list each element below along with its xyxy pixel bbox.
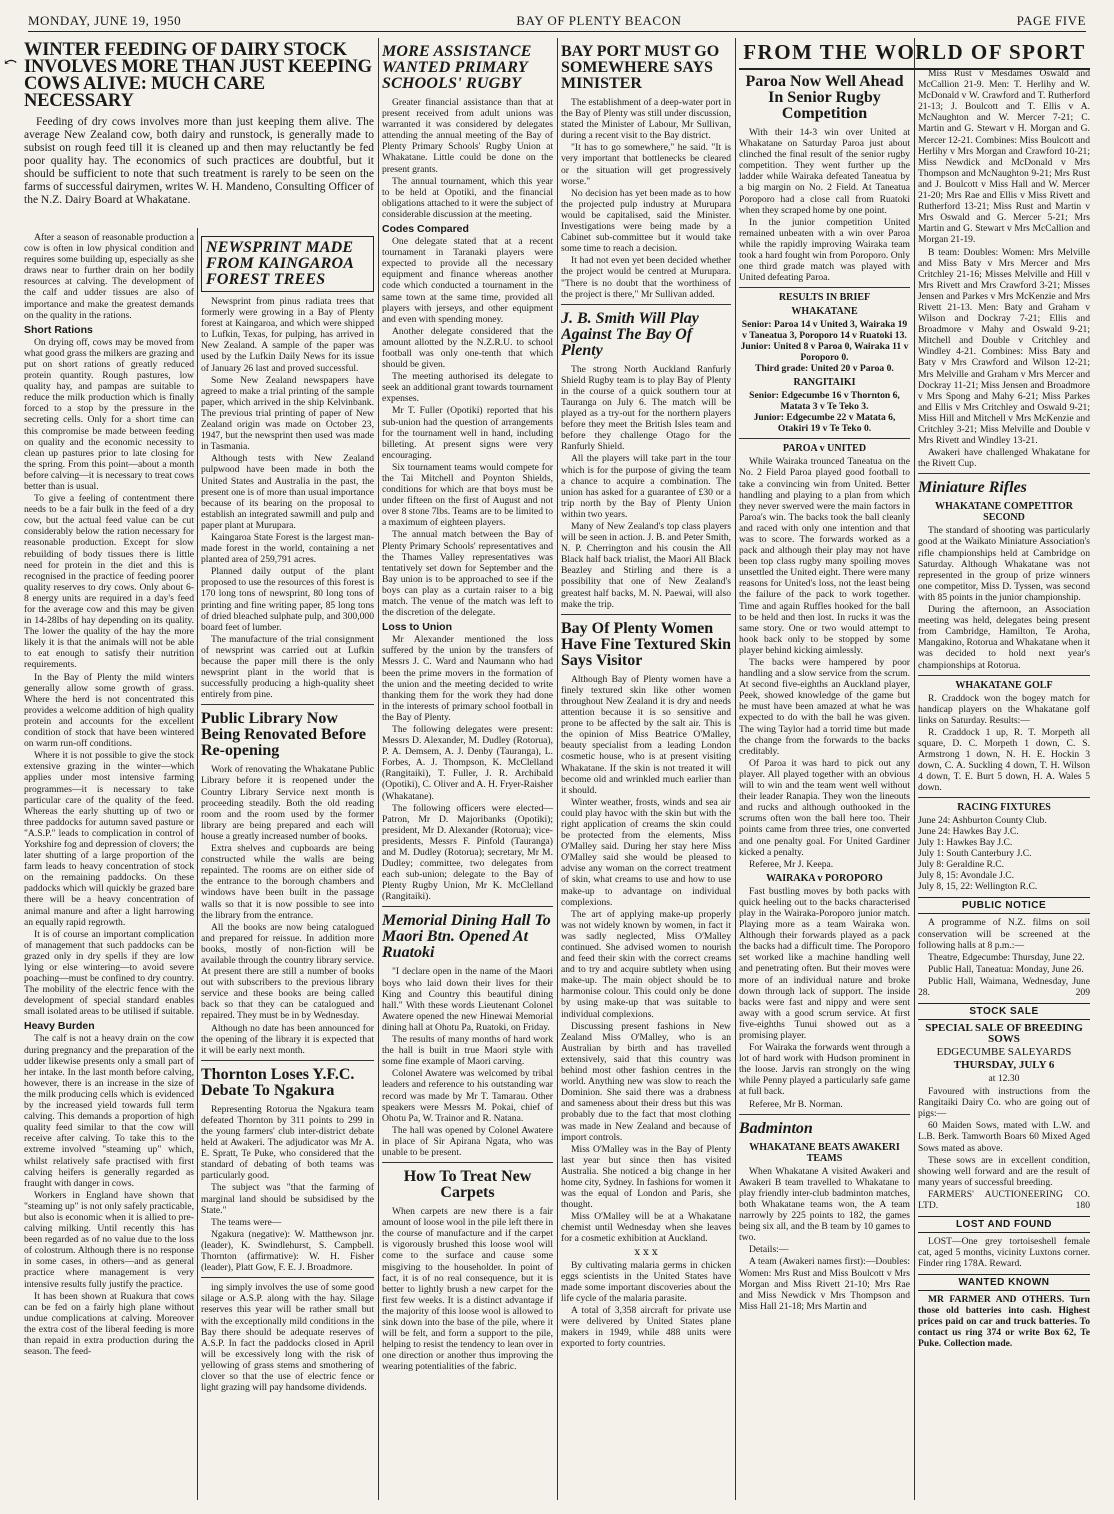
ad-number: 209 <box>1075 987 1090 998</box>
page-number: PAGE FIVE <box>1016 13 1086 28</box>
article-paragraph: Greater financial assistance than that at present received from adult unions was warranted it was considered by delegates attending the annual meeting of the Bay of Plenty Primary Schools' Rugby Union at Whakatane. Little could be done on the present grants. <box>382 97 553 175</box>
article-paragraph: All the players will take part in the tour which is for the purpose of giving the team a chance to acquire a combination. The union has asked for a guarantee of £30 or a trip north by the Bay of Plenty Union within two years. <box>561 453 731 520</box>
article-paragraph: "I declare open in the name of the Maori boys who laid down their lives for their King and Country this beautiful dining hall." With these words Lieutenant Colonel Awatere opened the new Hinewai Memorial dining hall at Ohotu Pa, Ruatoki, on Friday. <box>382 966 553 1033</box>
paroa-headline: Paroa Now Well Ahead In Senior Rugby Competition <box>745 73 904 122</box>
article-paragraph: Referee, Mr B. Norman. <box>749 1098 843 1110</box>
result-line: Junior: United 8 v Paroa 0, Wairaka 11 v Poroporo 0. <box>740 341 909 364</box>
results-title: RESULTS IN BRIEF <box>778 292 871 304</box>
article-paragraph: Kaingaroa State Forest is the largest man-made forest in the world, containing a net planted area of 259,791 acres. <box>201 531 374 566</box>
ad-text: These sows are in excellent condition, showing well forward and are the result of many years of successful breeding. <box>918 1154 1090 1188</box>
article-paragraph: Of Paroa it was hard to pick out any player. All played together with an obvious will to win and the team went well without their leader Ranapia. They won the lineouts and rucks and although outhooked in the scrums often won the ball here too. Their points came from three tries, one converted and one penalty goal. For United Gardiner kicked a penalty. <box>739 757 910 858</box>
lost-found-ad: LOST—One grey tortoiseshell female cat, aged 5 months, vicinity Luxtons corner. Finder ring 178A. Reward. <box>918 1236 1090 1270</box>
article-paragraph: Some New Zealand newspapers have agreed to make a trial printing of the sample paper, which arrived in the ship Kelvinbank. The previous trial printing of paper of New Zealand origin was made on October 23, 1947, but the newsprint then used was made in Tasmania. <box>201 374 374 453</box>
lead-story-top <box>24 38 374 228</box>
article-paragraph: For Wairaka the forwards went through a lot of hard work with Hudson prominent in the loose. Jarvis ran strongly on the wing while Penny played a particularly safe game at full back. <box>739 1042 910 1098</box>
ad-text: 60 Maiden Sows, mated with L.W. and L.B. Berk. Tamworth Boars 60 Mixed Aged Sows mated as above. <box>918 1120 1090 1154</box>
article-paragraph: Planned daily output of the plant proposed to use the resources of this forest is 170 long tons of newsprint, 80 long tons of printing and fine writing paper, 85 long tons of dried bleached sulphate pulp, and 300,000 board feet of lumber. <box>201 566 374 633</box>
rifles-headline: Miniature Rifles <box>918 479 1027 497</box>
ad-line: at 12.30 <box>988 1073 1020 1085</box>
notice-text: A programme of N.Z. films on soil conservation will be screened at the following halls at 8 p.m.:— <box>918 917 1090 951</box>
article-paragraph: Mr Alexander mentioned the loss suffered by the union by the transfers of Messrs J. C. Ward and Naumann who had been the prime movers in the formation of the union and the meeting decided to write thanking them for the work they had done in the interests of primary school football in the Bay of Plenty. <box>382 634 553 723</box>
article-paragraph: The annual match between the Bay of Plenty Primary Schools' representatives and the Thames Valley representatives was tentatively set down for September and the Bay union is to be approached to see if the boys can play as a curtain raiser to a big match. The venue of the match was left to the discretion of the delegate. <box>382 529 553 619</box>
article-paragraph: B team: Doubles: Women: Mrs Melville and Miss Baty v Mrs Mercer and Mrs Critchley 21-16; Misses Melville and Hill v Mrs Rivett and Mrs Crawford 3-21; Misses Jensen and Parkes v Mrs McKenzie and Mrs Rivett 21-13. Men: Baty and Graham v Wilson and Dockray 7-21; Ellis and Broadmore v Mahy and Oswald 9-21; Mitchell and Double v Critchley and Windley 4-21. Combines: Miss Baty and Baty v Mrs Crawford and Wilson 12-21; Mrs Melville and Graham v Mrs Mercer and Dockray 11-21; Miss Jensen and Broadmore v Mrs Spong and Mahy 6-21; Miss Parkes and Ellis v Mrs Critchley and Oswald 9-21; Miss Hill and Mitchell v Mrs McKenzie and Critchley 3-21; Miss Melville and Double v Mrs Rivett and Windley 13-21. <box>918 246 1090 447</box>
debate-headline: Thornton Loses Y.F.C. Debate To Ngakura <box>201 1065 355 1099</box>
library-headline: Public Library Now Being Renovated Before Re-opening <box>201 710 367 760</box>
racing-heading: RACING FIXTURES <box>957 802 1051 814</box>
article-paragraph: The establishment of a deep-water port in the Bay of Plenty was still under discussion, stated the Minister of Labour, Mr Sullivan, during a recent visit to the Bay district. <box>561 97 731 142</box>
divider <box>739 438 910 439</box>
article-paragraph: The following officers were elected—Patron, Mr D. Majoribanks (Opotiki); president, Mr D. Alexander (Rotorua); vice-presidents, Messrs F. Pinfold (Tauranga) and M. Dudley (Rotorua); secretary, Mr M. Dudley; committee, two delegates from each sub-union; delegate to the Bay of Plenty Rugby Union, Mr K. McClelland (Rangitaiki). <box>382 802 553 903</box>
article-paragraph: When carpets are new there is a fair amount of loose wool in the pile left there in the course of manufacture and if the carpet is vigorously brushed this loose wool will come to the surface and cause some misgiving to the householder. In point of fact, it is of no real consequence, but it is better to lightly brush a new carpet for the first few weeks. It is a distinct advantage if the majority of this loose wool is allowed to sink down into the base of the pile, where it will be felt, and form a support to the pile, helping to resist the tendency to lean over in one direction or another thus improving the wearing potentialities of the fabric. <box>382 1206 553 1373</box>
article-paragraph: Discussing present fashions in New Zealand Miss O'Malley, who is an Australian by birth and has travelled extensively, said that this country was behind most other fashion centres in the world. Anything new was slow to reach the Dominion. She said there was a drabness and sameness about their dress but this was probably due to the fact that most clothing was made in New Zealand and because of import controls. <box>561 1020 731 1143</box>
carpets-headline: How To Treat New Carpets <box>403 1168 532 1202</box>
divider <box>739 1114 910 1115</box>
subheading: Loss to Union <box>382 621 452 634</box>
article-paragraph: Although Bay of Plenty women have a finely textured skin like other women throughout New Zealand it is dry and needs attention because it is so sensitive and prone to be affected by the salt air. This is the opinion of Miss Beatrice O'Malley, beauty specialist from a leading London cosmetic house, who is at present visiting Whakatane. If the skin is not treated it will become old and wrinkled much earlier than it should. <box>561 673 731 796</box>
article-paragraph: It has been shown at Ruakura that cows can be fed on a fairly high plane without undue complications at calving. Moreover the extra cost of the liberal feeding is more than repaid in extra production during the season. The feed- <box>24 1290 194 1358</box>
divider <box>739 287 910 288</box>
column-2 <box>201 232 374 1500</box>
fixture-item: June 24: Hawkes Bay J.C. <box>918 826 1019 838</box>
article-paragraph: During the afternoon, an Association meeting was held, delegates being present from Cambridge, Hamilton, Te Aroha, Mangakino, Rotorua and Whakatane when it was decided to hold next year's championships at Rotorua. <box>918 604 1090 671</box>
article-paragraph: While Wairaka trounced Taneatua on the No. 2 Field Paroa played good football to take a convincing win from United. Better handling and playing to a plan from which they never swerved were the main factors in Paroa's win. The backs took the ball cleanly and raced with only one intention and that was to score. The forwards worked as a pack and although their play may not have been top class rugby many spoiling moves unsettled the United eight. There were many reasons for United's loss, not the least being the failure of the pack to work together. Time and again Ruffles hooked for the ball to be held and then lost. In rucks it was the same story. One or two would attempt to hook back only to be stopped by some player behind kicking aimlessly. <box>739 456 910 656</box>
fixture-item: July 8: Geraldine R.C. <box>918 859 1005 871</box>
fixture-item: June 24: Ashburton County Club. <box>918 815 1047 827</box>
divider <box>918 473 1090 474</box>
wanted-known-ad: MR FARMER AND OTHERS. Turn those old batteries into cash. Highest prices paid on car and truck batteries. To contact us ring 374 or write Box 62, Te Puke. Collection made. <box>918 1294 1090 1350</box>
article-paragraph: "It has to go somewhere," he said. "It is very important that bottlenecks be cleared or the situation will get progressively worse." <box>561 142 731 187</box>
article-paragraph: The subject was "that the farming of marginal land should be subsidised by the State." <box>201 1182 374 1216</box>
notice-line: Public Hall, Waimana, Wednesday, June 28. <box>918 975 1090 998</box>
column-3 <box>382 38 553 1500</box>
article-paragraph: Workers in England have shown that "steaming up" is not only safely practicable, but also is economic when it is allied to pre-calving milking. Until recently this has been regarded as of no value due to the loss of colostrum. Although there is no response in some cases, in others—and as general practice where management is very intensive results fully justify the practice. <box>24 1189 194 1290</box>
newsprint-headline-box <box>201 236 374 292</box>
rugby-headline: MORE ASSISTANCE WANTED PRIMARY SCHOOLS' RUGBY <box>382 43 532 92</box>
public-notice <box>918 917 1090 998</box>
article-paragraph: Representing Rotorua the Ngakura team defeated Thornton by 311 points to 299 in the young farmers' club inter-district debate held at Awakeri. The adjudicator was Mr A. E. Spratt, Te Puke, who considered that the standard of debating of both teams was particularly good. <box>201 1103 374 1182</box>
lead-standfirst: Feeding of dry cows involves more than just keeping them alive. The average New Zealand cow, both dairy and runstock, is generally made to subsist on rough feed till it is cleaned up and then may reluctantly be fed poor quality hay. The economics of such practices are doubtful, but it should be sufficient to note that such treatment is rarely to be seen on the farms of successful dairymen, writes W. H. Mandeno, Consulting Officer of the N.Z. Dairy Board at Whakatane. <box>24 116 374 206</box>
article-paragraph: Many of New Zealand's top class players will be seen in action. J. B. and Peter Smith, N. P. Cherrington and his cousin the All Black half back trialist, the Maori All Black Beazley and Stirling and there is a possibility that one of New Zealand's greatest half backs, M. N. Paewai, will also make the trip. <box>561 521 731 610</box>
divider <box>201 704 374 705</box>
article-paragraph: The hall was opened by Colonel Awatere in place of Sir Apirana Ngata, who was unable to be present. <box>382 1124 553 1158</box>
article-paragraph: The calf is not a heavy drain on the cow during pregnancy and the preparation of the udder likewise presents only a small part of her intake. In the last month before calving, however, there is an increase in the size of the milk producing cells which is evidenced by the increased yield towards full term calving. This demands a proportion of high quality feed similar to that the cow will receive after calving. To take this to the extreme involved "steaming up" which, whilst relatively safe practised with first calving heifers is generally regarded as fraught with danger in cows. <box>24 1033 194 1189</box>
margin-mark: ⤺ <box>4 52 18 71</box>
newsprint-headline: NEWSPRINT MADE FROM KAINGAROA FOREST TREES <box>206 239 354 288</box>
public-notice-heading: PUBLIC NOTICE <box>918 897 1090 914</box>
smith-headline: J. B. Smith Will Play Against The Bay Of Plenty <box>561 309 699 359</box>
result-line: Junior: Edgecumbe 22 v Matata 6, Otakiri 19 v Te Teko 0. <box>753 412 896 435</box>
results-district: WHAKATANE <box>791 306 858 318</box>
article-paragraph: In the Bay of Plenty the mild winters generally allow some growth of grass. Where the herd is not concentrated this provides a welcome addition of high quality protein and accounts for the excellent condition of stock that have been wintered on warm run-off conditions. <box>24 671 194 750</box>
article-paragraph: Ngakura (negative): W. Matthewson jnr. (leader), K. Swindlehurst, S. Campbell. Thornton (affirmative): W. H. Fisher (leader), Platt Gow, F. E. J. Broadmore. <box>201 1228 374 1274</box>
notice-text: Public Hall, Taneatua: Monday, June 26. <box>928 963 1084 975</box>
article-paragraph: All the books are now being catalogued and prepared for reissue. In addition more books, mostly of non-fiction will be available through the country library service. At present there are still a number of books out with subscribers to the previous library service and these books are being called back so that they can be catalogued and repaired. They must be in by Wednesday. <box>201 921 374 1022</box>
wanted-known-heading: WANTED KNOWN <box>918 1274 1090 1291</box>
article-paragraph: Another delegate considered that the amount allotted by the N.Z.R.U. to school football was only one-tenth that which should be given. <box>382 325 553 371</box>
article-paragraph: No decision has yet been made as to how the projected pulp industry at Murupara would be capitalised, said the Minister. Investigations were being made by a Cabinet sub-committee but it would take some time to reach a decision. <box>561 187 731 255</box>
maori-hall-headline: Memorial Dining Hall To Maori Btn. Opened At Ruatoki <box>382 912 551 962</box>
paper-name: BAY OF PLENTY BEACON <box>516 13 682 28</box>
article-paragraph: R. Craddock 1 up, R. T. Morpeth all square, D. C. Morpeth 1 down, C. S. Armstrong 1 down, N. H. E. Hockin 3 down, C. A. Suckling 4 down, T. H. Wilson 4 down, T. E. Burt 5 down, H. A. Wales 5 down. <box>918 726 1090 794</box>
article-paragraph: The teams were— <box>211 1216 282 1228</box>
article-paragraph: Miss Rust v Mesdames Oswald and McCallion 21-9. Men: T. Herlihy and W. McDonald v W. Crawford and T. Rutherford 21-13; J. Boulcott and T. Ellis v A. McNaughton and W. Mercer 7-21; C. Martin and G. Stewart v H. Morgan and G. Mercer 12-21. Combines: Miss Boulcott and Herlihy v Mrs Morgan and Crawford 10-21; Miss Newdick and McDonald v Mrs Thompson and McNaughton 9-21; Mrs Rust and J. Boulcott v Miss Hall and W. Mercer 21-20; Mrs Rae and Ellis v Miss Rivett and Rutherford 13-21; Miss Rust and Martin v Mrs Oswald and G. Mercer 5-21; Mrs Martin and G. Stewart v Mrs McCallion and Morgan 21-19. <box>918 68 1090 246</box>
results-district: RANGITAIKI <box>793 377 856 389</box>
badminton-headline: Badminton <box>739 1119 813 1137</box>
article-paragraph: Mr T. Fuller (Opotiki) reported that his sub-union had the question of arrangements for the tournament well in hand, including billeting. At present signs were very encouraging. <box>382 405 553 461</box>
divider <box>201 1060 374 1061</box>
subheading: Codes Compared <box>382 223 469 236</box>
article-paragraph: The strong North Auckland Ranfurly Shield Rugby team is to play Bay of Plenty in the course of a quick southern tour at Tauranga on July 6. The match will be played as a try-out for the northern players before they meet the British Isles team and before they challenge Otago for the Ranfurly Shield. <box>561 363 731 453</box>
stock-sale-heading: STOCK SALE <box>918 1003 1090 1020</box>
result-line: Senior: Paroa 14 v United 3, Wairaka 19 v Taneatua 3, Poroporo 14 v Ruatoki 13. <box>741 319 908 342</box>
article-paragraph: Six tournament teams would compete for the Tai Mitchell and Poynton Shields, conditions for which are that boys must be under fifteen on the first of August and not over 8 stone 7lbs. Teams are to be limited to a maximum of eighteen players. <box>382 461 553 529</box>
sport-section-banner: FROM THE WORLD OF SPORT <box>739 40 1090 70</box>
article-paragraph: Fast bustling moves by both packs with quick heeling out to the backs characterised play in the Wairaka-Poroporo junior match. Playing more as a team Wairaka won. Although their forwards played as a pack the backs had a difficult time. The Poroporo set worked like a machine handling well and penetrating often. But their moves were more of an individual nature and broke down through lack of support. The inside backs were fast and nippy and were sent away with a good scrum service. At first five-eighths Tunui showed out as a promising player. <box>739 885 910 1041</box>
article-paragraph: In the junior competition United remained unbeaten with a win over Paroa while the rapidly improving Wairaka team took a hard fought win from Poroporo. Only one third grade match was played with United defeating Paroa. <box>739 216 910 284</box>
article-paragraph: Miss O'Malley was in the Bay of Plenty last year but since then has visited Australia. She noticed a big change in her home city, Sydney. In fashions for women it was the equal of London and Paris, she thought. <box>561 1143 731 1211</box>
lost-found-heading: LOST AND FOUND <box>918 1216 1090 1233</box>
result-line: Third grade: United 20 v Paroa 0. <box>755 363 894 375</box>
subheading: Short Rations <box>24 323 93 336</box>
column-rule <box>378 38 379 1500</box>
issue-date: MONDAY, JUNE 19, 1950 <box>28 13 182 28</box>
fixture-item: July 1: South Canterbury J.C. <box>918 848 1032 860</box>
column-rule <box>735 38 736 1500</box>
article-paragraph: Awakeri have challenged Whakatane for the Rivett Cup. <box>918 447 1090 470</box>
article-paragraph: Where it is not possible to give the stock extensive grazing in the winter—which applies under most intensive farming programmes—it is necessary to take particular care of the quality of the feed. Whereas the early shutting up of two or three paddocks for autumn saved pasture or "A.S.P." leads to complication in control of Yorkshire fog and depression of clovers; the later shutting of a large proportion of the farm leads to heavy concentration of stock on the remaining paddocks. On these paddocks which will quickly be grazed bare there will be a heavy concentration of animal manure and after a light harrowing an equally rapid regrowth. <box>24 750 194 928</box>
divider <box>382 1162 553 1163</box>
notice-text: Theatre, Edgecumbe: Thursday, June 22. <box>928 951 1085 963</box>
article-paragraph: R. Craddock won the bogey match for handicap players on the Whakatane golf links on Saturday. Results:— <box>918 692 1090 726</box>
women-skin-headline: Bay Of Plenty Women Have Fine Textured Skin Says Visitor <box>561 619 731 669</box>
article-paragraph: With their 14-3 win over United at Whakatane on Saturday Paroa just about clinched the final result of the senior rugby competition. They went further up the ladder while Wairaka defeated Taneatua by a big margin on No. 2 Field. At Taneatua Poroporo had a close call from Ruatoki when they scraped home by one point. <box>739 127 910 216</box>
article-paragraph: When Whakatane A visited Awakeri and Awakeri B team travelled to Whakatane to play friendly inter-club badminton matches, both Whakatane teams won, the A team narrowly by 225 points to 182, the games being six all, and the B team by 10 games to two. <box>739 1165 910 1244</box>
article-paragraph: Newsprint from pinus radiata trees that formerly were growing in a Bay of Plenty forest at Kaingaroa, and which were shipped to Lufkin, Texas, for pulping, has arrived in New Zealand. A sample of the paper was used by the Lufkin Daily News for its issue of January 26 last and proved successful. <box>201 296 374 374</box>
article-paragraph: The meeting authorised its delegate to seek an additional grant towards tournament expenses. <box>382 371 553 405</box>
article-paragraph: The following delegates were present: Messrs D. Alexander, M. Dudley (Rotorua), P. A. Demsem, A. J. Denby (Tauranga), L. Forbes, A. J. Thompson, K. McClelland (Rangitaiki), T. Fuller, J. R. Archibald (Opotiki), C. Oliver and A. H. Fryer-Raisher (Whakatane). <box>382 723 553 802</box>
divider <box>561 614 731 615</box>
article-paragraph: Miss O'Malley will be at a Whakatane chemist until Wednesday when she leaves for a cosmetic exhibition at Auckland. <box>561 1211 731 1245</box>
article-paragraph: By cultivating malaria germs in chicken eggs scientists in the United States have made some important discoveries about the life cycle of the malaria parasite. <box>561 1259 731 1304</box>
article-paragraph: Work of renovating the Whakatane Public Library before it is reopened under the Country Library Service next month is proceeding steadily. Both the old reading room and the room used by the former library are being prepared and each will house a greatly increased number of books. <box>201 764 374 842</box>
stock-sale-ad <box>918 1023 1090 1211</box>
article-paragraph: After a season of reasonable production a cow is often in low physical condition and requires some building up, especially as she draws near to further drain on her bodily resources at calving. The development of the calf and udder tissues are also of importance and make the greatest demands on the quality in the rations. <box>24 232 194 321</box>
column-rule <box>914 38 915 1500</box>
fixture-item: July 8, 15, 22: Wellington R.C. <box>918 881 1038 893</box>
ad-line: EDGECUMBE SALEYARDS <box>936 1046 1072 1059</box>
divider <box>382 906 553 907</box>
article-paragraph: The annual tournament, which this year to be held at Opotiki, and the financial obligations attached to it were the subject of considerable discussion at the meeting. <box>382 175 553 220</box>
ad-number: 180 <box>1075 1200 1090 1212</box>
article-paragraph: Colonel Awatere was welcomed by tribal leaders and reference to his outstanding war record was made by Mr T. Tamarau. Other speakers were Messrs M. Pokai, chief of Ohotu Pa, W. Trainor and R. Natana. <box>382 1068 553 1124</box>
golf-heading: WHAKATANE GOLF <box>955 679 1053 691</box>
article-paragraph: Although no date has been announced for the opening of the library it is expected that it will be early next month. <box>201 1022 374 1056</box>
ad-line: SPECIAL SALE OF BREEDING SOWS <box>925 1022 1083 1046</box>
divider <box>918 675 1090 676</box>
masthead <box>28 10 1086 32</box>
column-5 <box>739 68 910 1500</box>
port-headline: BAY PORT MUST GO SOMEWHERE SAYS MINISTER <box>561 43 720 92</box>
column-rule <box>557 38 558 1500</box>
article-paragraph: Referee, Mr J. Keepa. <box>749 858 834 870</box>
article-paragraph: The results of many months of hard work the hall is built in true Maori style with some fine example of Maori carving. <box>382 1034 553 1068</box>
article-paragraph: It had not even yet been decided whether the project would be centred at Murupara. "There is no doubt that the worthiness of the project is there," Mr Sullivan added. <box>561 255 731 300</box>
article-paragraph: Winter weather, frosts, winds and sea air could play havoc with the skin but with the right application of creams the skin could be protected from the elements, Miss O'Malley said. During her stay here Miss O'Malley said she would be pleased to advise any woman on the correct treatment of skin, what creams to use and how to use make-up to advantage on individual complexions. <box>561 796 731 908</box>
article-paragraph: A total of 3,358 aircraft for private use were delivered by United States plane makers in 1949, while 488 units were exported to forty countries. <box>561 1304 731 1350</box>
rifles-subheading: WHAKATANE COMPETITOR SECOND <box>934 501 1074 524</box>
lead-headline: WINTER FEEDING OF DAIRY STOCK INVOLVES MORE THAN JUST KEEPING COWS ALIVE: MUCH CARE NECESSARY <box>24 40 372 111</box>
article-paragraph: A team (Awakeri names first):—Doubles: Women: Mrs Rust and Miss Boulcott v Mrs Morgan and Miss Rivett 21-10; Mrs Rae and Miss Newdick v Mrs Thompson and Miss Hall 21-18; Mrs Martin and <box>739 1256 910 1312</box>
ad-text <box>918 1189 1090 1211</box>
divider <box>918 797 1090 798</box>
article-paragraph: The manufacture of the trial consignment of newsprint was carried out at Lufkin because the paper mill there is the only newsprint plant in the world that is successfully producing a high-quality sheet entirely from pine. <box>201 633 374 701</box>
article-paragraph: Although tests with New Zealand pulpwood have been made in both the United States and Australia in the past, the present one is of more than usual importance because of its bearing on the proposal to establish an integrated sawmill and pulp and paper plant at Murupara. <box>201 453 374 531</box>
match-heading: PAROA v UNITED <box>782 443 867 455</box>
column-6 <box>918 68 1090 1500</box>
badminton-subheading: WHAKATANE BEATS AWAKERI TEAMS <box>749 1141 900 1164</box>
fixture-item: July 8, 15: Avondale J.C. <box>918 870 1015 882</box>
article-paragraph: The backs were hampered by poor handling and a slow service from the scrum. At second five-eighths an Auckland player, Peek, showed knowledge of the game but he must have been amazed at what he was expected to do with the ball he was given. The wing Taylor had a torrid time but made the change from the forwards to the backs creditably. <box>739 657 910 757</box>
ad-line: THURSDAY, JULY 6 <box>953 1059 1055 1072</box>
article-paragraph: It is of course an important complication of management that such paddocks can be grazed only in dry spells if they are low lying or else wintering—to avoid severe poaching—must be confined to dry country. The mobility of the electric fence with the development of special standard enables small isolated areas to be utilised if suitable. <box>24 928 194 1018</box>
column-rule <box>197 228 198 1500</box>
section-separator: x x x <box>634 1246 658 1258</box>
result-line: Senior: Edgecumbe 16 v Thornton 6, Matata 3 v Te Teko 3. <box>749 390 900 413</box>
column-4 <box>561 38 731 1500</box>
match-heading: WAIRAKA v POROPORO <box>766 872 883 884</box>
article-paragraph: The standard of shooting was particularly good at the Waikato Miniature Association's rifle championships held at Cambridge on Saturday. Although Whakatane was not represented in the group of prize winners one competitor, Miss D. Tyssen, was second with 85 points in the junior championship. <box>918 525 1090 603</box>
divider <box>201 1277 374 1278</box>
article-paragraph: Details:— <box>749 1244 789 1256</box>
subheading: Heavy Burden <box>24 1020 95 1033</box>
article-paragraph: Extra shelves and cupboards are being constructed while the walls are being repainted. The rooms are on either side of the entrance to the borough chambers and windows have been built in the passage walls so that it is now possible to see into the library from the entrance. <box>201 843 374 921</box>
article-paragraph: To give a feeling of contentment there needs to be a fair bulk in the feed of a dry cow, but the actual feed value can be cut considerably below the ration necessary for reasonable production. Except for slow rebuilding of body tissues there is little need for protein in the diet and this is recognised in the practice of feeding poorer quality reserves to dry cows. Only about 6-8 energy units are required in a day's feed for the average cow and this may be given in 14-28lbs of hay depending on its quality. The lower the quality of the hay the more likely it is that the animals will not be able to eat enough to satisfy their nutrition requirements. <box>24 493 194 671</box>
fixture-item: July 1: Hawkes Bay J.C. <box>918 837 1013 849</box>
article-paragraph: On drying off, cows may be moved from what good grass the milkers are grazing and put on short rations of greatly reduced protein quantity. Rough pastures, low quality hay, and pampas are suitable to reduce the milk production which is finally forced to a stop by the pressure in the secreting cells. Only for a short time can this compromise be made between feeding on quality and the economic necessity to clean up pastures prior to late closing for the spring. From this point—about a month before calving—it is necessary to treat cows better than is usual. <box>24 336 194 492</box>
ad-text: Favoured with instructions from the Rangitaiki Dairy Co. who are going out of pigs:— <box>918 1086 1090 1120</box>
divider <box>561 304 731 305</box>
article-paragraph: ing simply involves the use of some good silage or A.S.P. along with the hay. Silage reserves this year will be rather small but with the exceptionally mild conditions in the Bay there should be adequate reserves of A.S.P. In fact the paddocks closed in April will be excessively long with the risk of yellowing of grass stems and smothering of clover so that the use of electric fence or light grazing will pay handsome dividends. <box>201 1282 374 1394</box>
notice-text <box>918 976 1090 998</box>
lead-story-body <box>24 232 194 1500</box>
article-paragraph: The art of applying make-up properly was not widely known by women, in fact it was sadly neglected, Miss O'Malley continued. She advised women to nourish and feed their skin with the correct creams and to try and acquire subtlety when using make-up. The main object should be to harmonise colour. This could only be done by using make-up that was suitable to individual complexions. <box>561 908 731 1020</box>
article-paragraph: One delegate stated that at a recent tournament in Taranaki players were expected to provide all the necessary equipment and finance whereas another code which conducted a tournament in the same town at the same time, provided all players with jerseys, and other equipment and even with spending money. <box>382 236 553 325</box>
ad-signature: FARMERS' AUCTIONEERING CO. LTD. <box>918 1188 1090 1212</box>
